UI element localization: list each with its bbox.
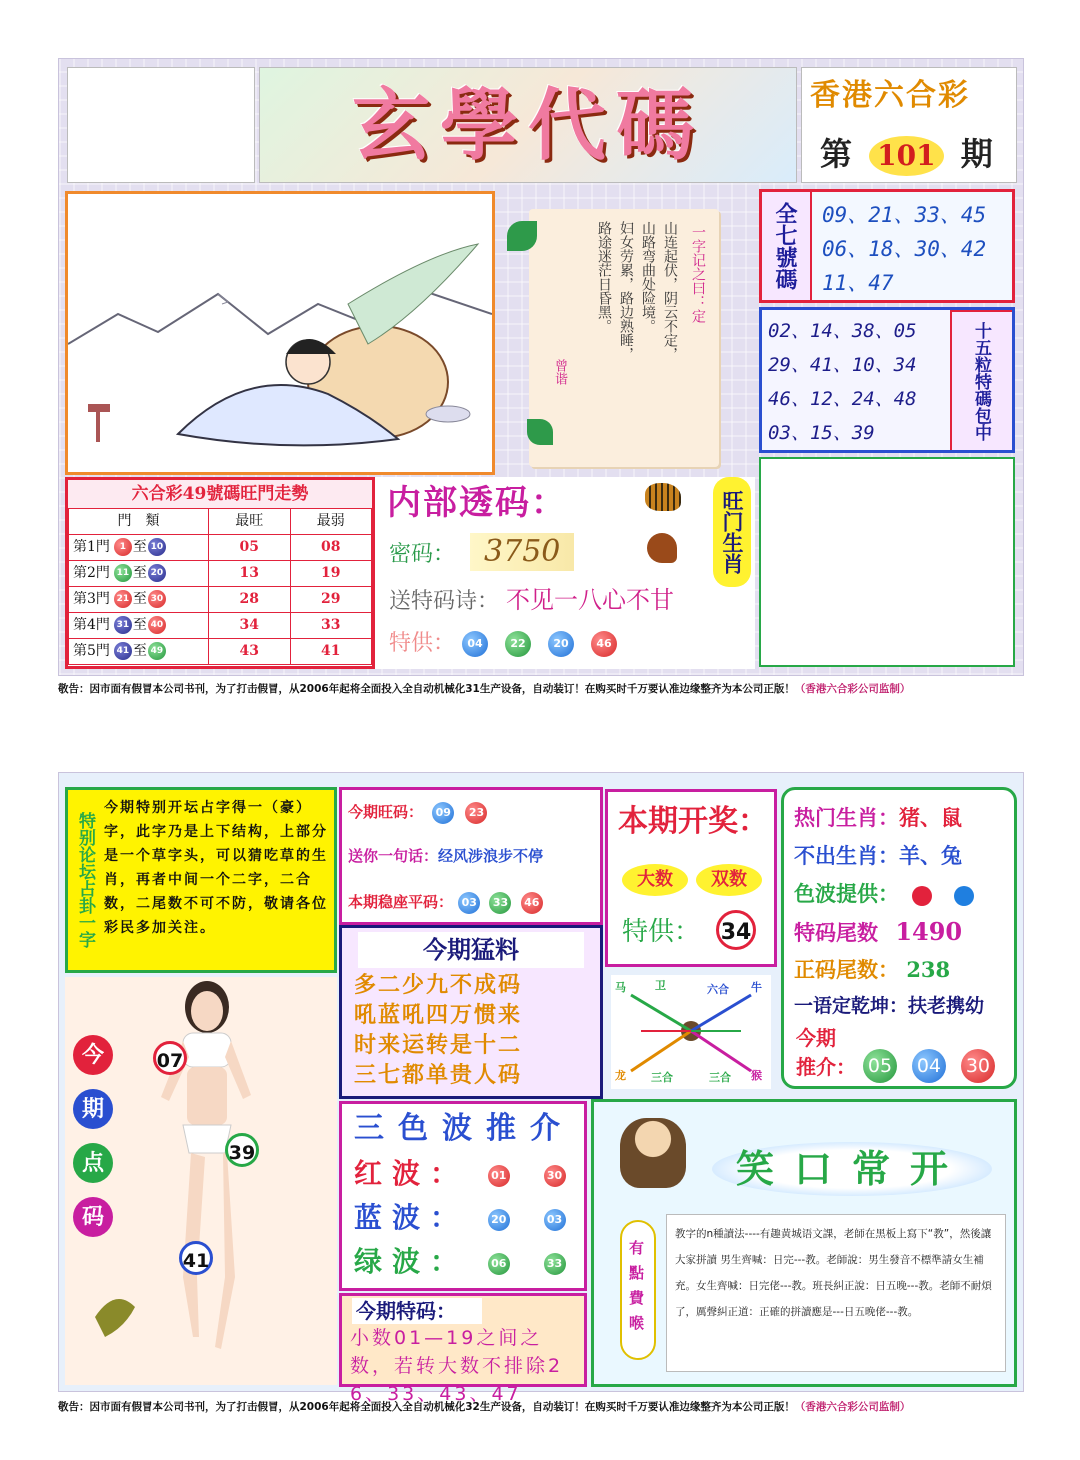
worst-cell: 19 <box>290 561 372 587</box>
number-line: 02、14、38、05 <box>768 320 917 342</box>
trend-table <box>68 508 372 665</box>
special-ball: 22 <box>505 631 531 657</box>
poem-scroll <box>529 209 719 467</box>
model-ball: 39 <box>225 1133 259 1167</box>
model-panel <box>65 977 337 1385</box>
poem-line: 路途迷茫日昏黑。 <box>596 221 612 333</box>
best-cell: 05 <box>209 535 291 561</box>
door-cell <box>69 639 209 665</box>
number-line: 03、15、39 <box>768 422 875 444</box>
special-ball: 20 <box>548 631 574 657</box>
wang-label: 今期旺码： <box>348 803 424 821</box>
connector: 至 <box>132 539 147 555</box>
header-best: 最旺 <box>209 509 291 535</box>
poem-label: 送特码诗： <box>389 589 500 614</box>
stable-row <box>348 886 543 918</box>
green-wave-row <box>354 1242 566 1282</box>
forum-panel <box>65 787 337 973</box>
model-ball: 07 <box>153 1041 187 1075</box>
joke-label: 有點費喉 <box>620 1220 656 1360</box>
wang-code-panel <box>339 787 603 925</box>
color-row <box>794 878 974 910</box>
mengliao-line: 多二少九不成码 <box>354 972 523 998</box>
password-value: 3750 <box>470 533 574 571</box>
wang-ball: 09 <box>432 802 454 824</box>
stable-ball: 03 <box>458 892 480 914</box>
tema-panel <box>339 1293 587 1405</box>
forum-label: 特别论坛占卦一字 <box>75 812 95 948</box>
stable-label: 本期稳座平码： <box>348 893 454 911</box>
door-name: 第5門 <box>73 643 110 659</box>
number-line: 29、41、10、34 <box>768 354 917 376</box>
absent-value: 羊、兔 <box>899 843 962 868</box>
brand-name: 香港六合彩 <box>810 78 970 113</box>
door-name: 第3門 <box>73 591 110 607</box>
green-wave-ball: 33 <box>544 1253 566 1275</box>
recommend-label-1: 今期 <box>796 1026 836 1050</box>
notice-bottom <box>58 1398 1024 1416</box>
connector: 至 <box>132 617 147 633</box>
scroll-leaf-icon-2 <box>527 419 553 445</box>
hot-label: 热门生肖： <box>794 805 899 830</box>
inner-code-panel <box>375 477 755 669</box>
blue-dot-icon <box>954 886 974 906</box>
special-ball: 04 <box>462 631 488 657</box>
number-line: 09、21、33、45 <box>822 203 987 227</box>
stable-ball: 33 <box>489 892 511 914</box>
zodiac-label: 牛 <box>751 981 762 994</box>
from-ball: 1 <box>114 538 132 556</box>
table-row <box>69 613 372 639</box>
poem-line: 山路弯曲处险境。 <box>640 221 656 333</box>
full-seven-panel <box>759 189 1015 303</box>
special-label: 特供： <box>389 631 456 656</box>
zodiac-label: 龙 <box>615 1069 626 1082</box>
poem-line: 山连起伏，阴云不定， <box>662 221 678 361</box>
red-wave-ball: 01 <box>488 1165 510 1187</box>
door-name: 第1門 <box>73 539 110 555</box>
zodiac-panel <box>611 975 771 1089</box>
illustration-sleeping-woman <box>68 194 492 472</box>
trend-table-panel <box>65 477 375 669</box>
blue-wave-ball: 20 <box>488 1209 510 1231</box>
mengliao-title: 今期猛料 <box>358 932 584 968</box>
mengliao-panel <box>339 925 603 1099</box>
zodiac-label: 猴 <box>751 1069 762 1082</box>
issue-number: 101 <box>869 136 943 176</box>
poem-author: 曾谐 <box>552 359 567 385</box>
joke-text: 教字的n種讀法----有趣黄城语文課，老師在黑板上寫下“教”，然後讓大家拼讀 男生齊喊：日完---教。老師說：男生發音不標準請女生補充。女生齊喊：日完佬---教。班長糾正說：日五晚---教。老師不耐煩了，厲聲糾正道：正確的拼讀應是---日五晚佬---教。 <box>666 1214 1006 1372</box>
fifteen-panel <box>759 307 1015 453</box>
issue-prefix: 第 <box>820 135 853 173</box>
open-draw-title: 本期开奖： <box>618 804 768 839</box>
notice-text: 敬告：因市面有假冒本公司书刊，为了打击假冒，从2006年起将全面投入全自动机械化31生产设备，自动装订！在购买时千万要认准边缘整齐为本公司正版！ <box>58 683 795 695</box>
special-row <box>389 625 617 663</box>
notice-tail: （香港六合彩公司监制） <box>794 1401 911 1413</box>
from-ball: 11 <box>114 564 132 582</box>
door-name: 第4門 <box>73 617 110 633</box>
poem-title: 一字记之曰：定 <box>690 225 706 323</box>
open-draw-panel <box>605 789 777 967</box>
recommend-label-2: 推介： <box>796 1055 856 1079</box>
illustration-panel <box>65 191 495 475</box>
model-figure <box>65 977 337 1385</box>
sanse-panel <box>339 1101 587 1291</box>
wang-row <box>348 796 487 828</box>
door-cell <box>69 613 209 639</box>
blue-wave-label: 蓝波： <box>354 1201 469 1234</box>
notice-top <box>58 680 1024 698</box>
connector: 至 <box>132 591 147 607</box>
joke-panel <box>591 1099 1017 1387</box>
forum-text: 今期特别开坛占字得一（豪）字，此字乃是上下结构，上部分是一个草字头，可以猜吃草的生肖，再者中间一个二字，二合数，二尾数不可不防，敬请各位彩民多加关注。 <box>104 800 328 936</box>
number-line: 06、18、30、42 <box>822 237 987 261</box>
open-big: 大数 <box>622 864 688 896</box>
to-ball: 20 <box>148 564 166 582</box>
worst-cell: 41 <box>290 639 372 665</box>
rooster-icon <box>647 533 677 563</box>
color-label: 色波提供： <box>794 881 899 906</box>
recommend-row <box>796 1052 995 1083</box>
password-label: 密码： <box>389 542 456 567</box>
blank-panel-top-left <box>67 67 255 183</box>
sanse-title: 三色波推介 <box>354 1111 574 1146</box>
blue-wave-row <box>354 1198 566 1238</box>
table-row <box>69 535 372 561</box>
stable-ball: 46 <box>521 892 543 914</box>
open-special-label: 特供： <box>622 917 701 947</box>
poem-line: 妇女劳累，路边熟睡， <box>618 221 634 361</box>
poem-body <box>593 221 681 441</box>
issue-suffix: 期 <box>960 135 993 173</box>
worst-cell: 08 <box>290 535 372 561</box>
right-info-panel <box>781 787 1017 1089</box>
hot-row <box>794 802 962 834</box>
zodiac-label: 三合 <box>651 1071 673 1084</box>
door-cell <box>69 561 209 587</box>
from-ball: 31 <box>114 616 132 634</box>
zodiac-label: 三合 <box>709 1071 731 1084</box>
connector: 至 <box>132 643 147 659</box>
tail-value: 1490 <box>895 917 963 946</box>
dianma-char-circle: 码 <box>73 1197 113 1237</box>
notice-text: 敬告：因市面有假冒本公司书刊，为了打击假冒，从2006年起将全面投入全自动机械化32生产设备，自动装订！在购买时千万要认准边缘整齐为本公司正版！ <box>58 1401 795 1413</box>
door-cell <box>69 587 209 613</box>
door-cell <box>69 535 209 561</box>
recommend-ball: 05 <box>863 1049 897 1083</box>
table-header-row <box>69 509 372 535</box>
best-cell: 43 <box>209 639 291 665</box>
xiaokou-title: 笑口常开 <box>712 1142 992 1196</box>
recommend-ball: 04 <box>912 1049 946 1083</box>
recommend-ball: 30 <box>961 1049 995 1083</box>
connector: 至 <box>132 565 147 581</box>
best-cell: 13 <box>209 561 291 587</box>
number-line: 46、12、24、48 <box>768 388 917 410</box>
from-ball: 41 <box>114 642 132 660</box>
brand-panel <box>801 67 1017 183</box>
to-ball: 49 <box>148 642 166 660</box>
dianma-char-circle: 期 <box>73 1089 113 1129</box>
to-ball: 30 <box>148 590 166 608</box>
logo-banner <box>259 67 797 183</box>
zodiac-label: 卫 <box>655 979 666 992</box>
mengliao-line: 吼蓝吼四万惯来 <box>354 1002 523 1028</box>
model-ball: 41 <box>179 1241 213 1275</box>
zodiac-label: 六合 <box>707 983 729 996</box>
logo-title: 玄學代碼 <box>351 80 704 171</box>
dianma-char-circle: 今 <box>73 1035 113 1075</box>
phrase-value: 经风涉浪步不停 <box>438 847 544 865</box>
zodiac-arrow-diagram <box>611 975 771 1089</box>
password-row <box>389 533 574 574</box>
best-cell: 34 <box>209 613 291 639</box>
dianma-char-circle: 点 <box>73 1143 113 1183</box>
poem-row <box>389 581 674 621</box>
special-ball: 46 <box>591 631 617 657</box>
green-wave-ball: 06 <box>488 1253 510 1275</box>
worst-cell: 33 <box>290 613 372 639</box>
blank-panel-right <box>759 457 1015 667</box>
scroll-leaf-icon <box>507 221 537 251</box>
issue-line <box>820 134 993 176</box>
red-wave-row <box>354 1154 566 1194</box>
number-line: 11、47 <box>822 271 894 295</box>
red-wave-label: 红波： <box>354 1157 469 1190</box>
top-sheet <box>58 58 1024 676</box>
to-ball: 40 <box>148 616 166 634</box>
header-worst: 最弱 <box>290 509 372 535</box>
trend-table-title: 六合彩49號碼旺門走勢 <box>68 480 372 508</box>
door-name: 第2門 <box>73 565 110 581</box>
table-row <box>69 587 372 613</box>
phrase-label: 送你一句话： <box>348 847 439 865</box>
best-cell: 28 <box>209 587 291 613</box>
phrase-row <box>348 840 543 872</box>
mengliao-lines <box>342 968 600 1090</box>
poem-value: 不见一八心不甘 <box>506 586 675 614</box>
fifteen-label: 十五粒特碼包中 <box>950 310 1012 450</box>
yiyu-text: 一语定乾坤：扶老携幼 <box>794 995 985 1017</box>
open-special-ball: 34 <box>716 910 756 950</box>
tema-text: 小数01—19之间之数，若转大数不排除26、33、43、47 <box>350 1327 564 1405</box>
full-seven-numbers <box>822 198 986 300</box>
wang-ball: 23 <box>465 802 487 824</box>
worst-cell: 29 <box>290 587 372 613</box>
full-seven-label: 全七號碼 <box>762 192 812 300</box>
blue-wave-ball: 03 <box>544 1209 566 1231</box>
tail-label: 特码尾数 <box>794 920 878 945</box>
tiger-icon <box>645 483 681 511</box>
monkey-money-icon <box>620 1118 686 1188</box>
zheng-value: 238 <box>906 957 951 982</box>
mengliao-line: 时来运转是十二 <box>354 1032 523 1058</box>
tema-title: 今期特码： <box>352 1298 482 1324</box>
absent-label: 不出生肖： <box>794 843 899 868</box>
fifteen-numbers <box>768 314 917 450</box>
table-row <box>69 561 372 587</box>
header-door: 門 類 <box>69 509 209 535</box>
to-ball: 10 <box>148 538 166 556</box>
table-row <box>69 639 372 665</box>
hot-value: 猪、鼠 <box>899 805 962 830</box>
zheng-label: 正码尾数： <box>794 957 899 982</box>
inner-code-title: 内部透码： <box>387 483 567 523</box>
absent-row <box>794 840 962 872</box>
notice-tail: （香港六合彩公司监制） <box>794 683 911 695</box>
mengliao-line: 三七都单贵人码 <box>354 1062 523 1088</box>
zheng-row <box>794 954 950 986</box>
zodiac-label: 马 <box>615 981 626 994</box>
bottom-sheet <box>58 772 1024 1405</box>
wangmen-label: 旺门生肖 <box>713 477 751 587</box>
tail-row <box>794 916 962 949</box>
red-wave-ball: 30 <box>544 1165 566 1187</box>
green-wave-label: 绿波： <box>354 1245 469 1278</box>
open-double: 双数 <box>696 864 762 896</box>
red-dot-icon <box>912 886 932 906</box>
from-ball: 21 <box>114 590 132 608</box>
